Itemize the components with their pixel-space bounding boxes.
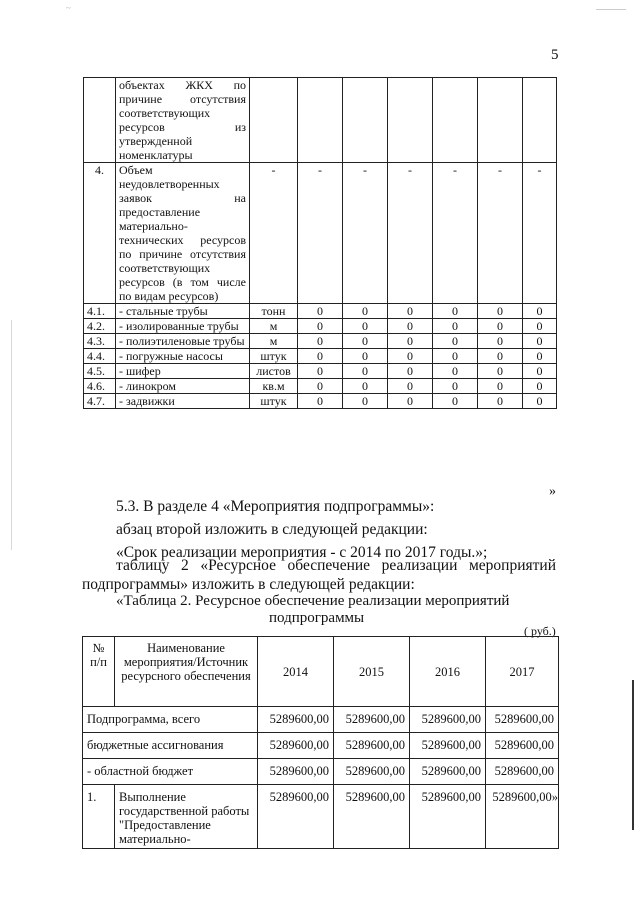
row-name: Объем неудовлетворенных заявок на предоставление материально-технических ресурсов по причине отсутствия соответствующих ресурсов (в том числе по видам ресурсов) xyxy=(116,163,250,304)
row-label: - областной бюджет xyxy=(83,759,258,785)
row-value: - xyxy=(388,163,433,304)
row-value: 0 xyxy=(433,394,478,409)
row-name: - погружные насосы xyxy=(116,349,250,364)
row-number: 4. xyxy=(84,163,116,304)
row-name: объектах ЖКХ по причине отсутствия соответствующих ресурсов из утвержденной номенклатуры xyxy=(116,78,250,163)
table-row xyxy=(84,304,557,319)
row-value xyxy=(433,78,478,163)
row-value: 5289600,00 xyxy=(486,707,559,733)
row-value: 5289600,00 xyxy=(486,759,559,785)
row-value: 0 xyxy=(388,394,433,409)
scan-artifact-line xyxy=(596,9,626,10)
row-value: 5289600,00 xyxy=(334,759,410,785)
row-value: 0 xyxy=(343,379,388,394)
row-value: 0 xyxy=(478,364,523,379)
row-value: 0 xyxy=(388,304,433,319)
table-header-row xyxy=(83,637,559,707)
row-value: 0 xyxy=(523,364,557,379)
row-value: 0 xyxy=(298,364,343,379)
table-row xyxy=(84,334,557,349)
row-value xyxy=(523,78,557,163)
row-label: Подпрограмма, всего xyxy=(83,707,258,733)
table-row xyxy=(84,163,557,304)
row-unit: штук xyxy=(250,349,298,364)
header-year: 2017 xyxy=(486,637,559,707)
margin-shadow xyxy=(11,320,12,550)
row-unit: штук xyxy=(250,394,298,409)
table-row xyxy=(84,379,557,394)
scan-artifact: ~ xyxy=(66,3,71,13)
row-value: 0 xyxy=(523,394,557,409)
row-label: бюджетные ассигнования xyxy=(83,733,258,759)
paragraph-instruction: абзац второй изложить в следующей редакции: xyxy=(116,521,428,538)
page-number: 5 xyxy=(551,47,559,63)
row-value: 0 xyxy=(433,334,478,349)
row-number: 4.5. xyxy=(84,364,116,379)
row-value: 0 xyxy=(523,349,557,364)
row-value: 5289600,00 xyxy=(334,733,410,759)
header-year: 2014 xyxy=(258,637,334,707)
row-number: 4.2. xyxy=(84,319,116,334)
row-value: 0 xyxy=(298,334,343,349)
table-caption-cont: подпрограммы xyxy=(269,610,365,626)
header-name: Наименование мероприятия/Источник ресурсного обеспечения xyxy=(115,637,258,707)
table-closing-quote: » xyxy=(549,484,556,499)
row-value: 5289600,00 xyxy=(410,733,486,759)
header-number: № п/п xyxy=(83,637,115,707)
row-name: - линокром xyxy=(116,379,250,394)
row-value: 0 xyxy=(523,379,557,394)
table-caption: «Таблица 2. Ресурсное обеспечение реализации мероприятий xyxy=(116,593,510,609)
row-value: 0 xyxy=(388,349,433,364)
row-value: - xyxy=(478,163,523,304)
row-value: 0 xyxy=(388,379,433,394)
row-value: - xyxy=(523,163,557,304)
row-value: 0 xyxy=(433,379,478,394)
row-unit: - xyxy=(250,163,298,304)
row-number: 4.1. xyxy=(84,304,116,319)
table-row xyxy=(84,364,557,379)
row-value: - xyxy=(298,163,343,304)
row-value: 0 xyxy=(343,364,388,379)
row-name: - изолированные трубы xyxy=(116,319,250,334)
row-number: 4.6. xyxy=(84,379,116,394)
row-value: 5289600,00 xyxy=(410,707,486,733)
row-name: - стальные трубы xyxy=(116,304,250,319)
row-name: - задвижки xyxy=(116,394,250,409)
row-value: 5289600,00 xyxy=(334,785,410,849)
row-unit xyxy=(250,78,298,163)
row-number xyxy=(84,78,116,163)
row-value: 0 xyxy=(523,319,557,334)
row-value: 5289600,00» xyxy=(486,785,559,849)
row-value: 0 xyxy=(523,304,557,319)
row-value: 0 xyxy=(523,334,557,349)
row-unit: кв.м xyxy=(250,379,298,394)
row-value: 0 xyxy=(478,379,523,394)
row-value: 0 xyxy=(298,379,343,394)
row-value: 0 xyxy=(433,319,478,334)
row-value: 0 xyxy=(388,364,433,379)
row-value: - xyxy=(343,163,388,304)
row-value: 0 xyxy=(478,319,523,334)
row-value: 0 xyxy=(298,394,343,409)
row-value: 5289600,00 xyxy=(410,759,486,785)
row-value: 0 xyxy=(388,319,433,334)
table-row xyxy=(84,394,557,409)
paragraph-table-instruction-cont: подпрограммы» изложить в следующей редакции: xyxy=(82,576,415,593)
row-value: 0 xyxy=(478,349,523,364)
row-number: 1. xyxy=(83,785,115,849)
table-row xyxy=(83,707,559,733)
row-value: 5289600,00 xyxy=(258,759,334,785)
row-value xyxy=(298,78,343,163)
row-value: 0 xyxy=(433,304,478,319)
paragraph-term: «Срок реализации мероприятия - с 2014 по 2017 годы.»; xyxy=(116,544,488,561)
row-value xyxy=(478,78,523,163)
table-row xyxy=(83,785,559,849)
row-value: 0 xyxy=(388,334,433,349)
table-row xyxy=(83,733,559,759)
row-number: 4.3. xyxy=(84,334,116,349)
table-row xyxy=(83,759,559,785)
table-row xyxy=(84,78,557,163)
scan-edge-shadow xyxy=(632,680,634,830)
row-value: 0 xyxy=(343,334,388,349)
row-value: 0 xyxy=(343,304,388,319)
row-unit: листов xyxy=(250,364,298,379)
row-value: 5289600,00 xyxy=(334,707,410,733)
row-value: 0 xyxy=(298,349,343,364)
paragraph-section: 5.3. В разделе 4 «Мероприятия подпрограммы»: xyxy=(116,498,435,515)
row-value xyxy=(388,78,433,163)
row-unit: тонн xyxy=(250,304,298,319)
row-value: 0 xyxy=(478,334,523,349)
table-row xyxy=(84,349,557,364)
resource-table xyxy=(83,77,557,409)
row-value: 5289600,00 xyxy=(258,785,334,849)
row-number: 4.4. xyxy=(84,349,116,364)
row-value: 0 xyxy=(343,349,388,364)
header-year: 2016 xyxy=(410,637,486,707)
row-value: 0 xyxy=(343,319,388,334)
row-unit: м xyxy=(250,334,298,349)
paragraph-table-instruction: таблицу 2 «Ресурсное обеспечение реализации мероприятий xyxy=(116,557,556,574)
row-name: Выполнение государственной работы "Предоставление материально- xyxy=(115,785,258,849)
row-unit: м xyxy=(250,319,298,334)
row-value: 0 xyxy=(343,394,388,409)
row-value xyxy=(343,78,388,163)
row-value: 0 xyxy=(298,319,343,334)
row-name: - шифер xyxy=(116,364,250,379)
row-value: 0 xyxy=(298,304,343,319)
row-value: 0 xyxy=(433,349,478,364)
row-number: 4.7. xyxy=(84,394,116,409)
row-value: 0 xyxy=(433,364,478,379)
row-value: 5289600,00 xyxy=(258,733,334,759)
row-name: - полиэтиленовые трубы xyxy=(116,334,250,349)
row-value: 5289600,00 xyxy=(410,785,486,849)
row-value: 0 xyxy=(478,304,523,319)
table-row xyxy=(84,319,557,334)
row-value: 0 xyxy=(478,394,523,409)
funding-table xyxy=(82,636,559,849)
units-label: ( руб.) xyxy=(524,624,556,638)
row-value: 5289600,00 xyxy=(486,733,559,759)
row-value: - xyxy=(433,163,478,304)
header-year: 2015 xyxy=(334,637,410,707)
row-value: 5289600,00 xyxy=(258,707,334,733)
